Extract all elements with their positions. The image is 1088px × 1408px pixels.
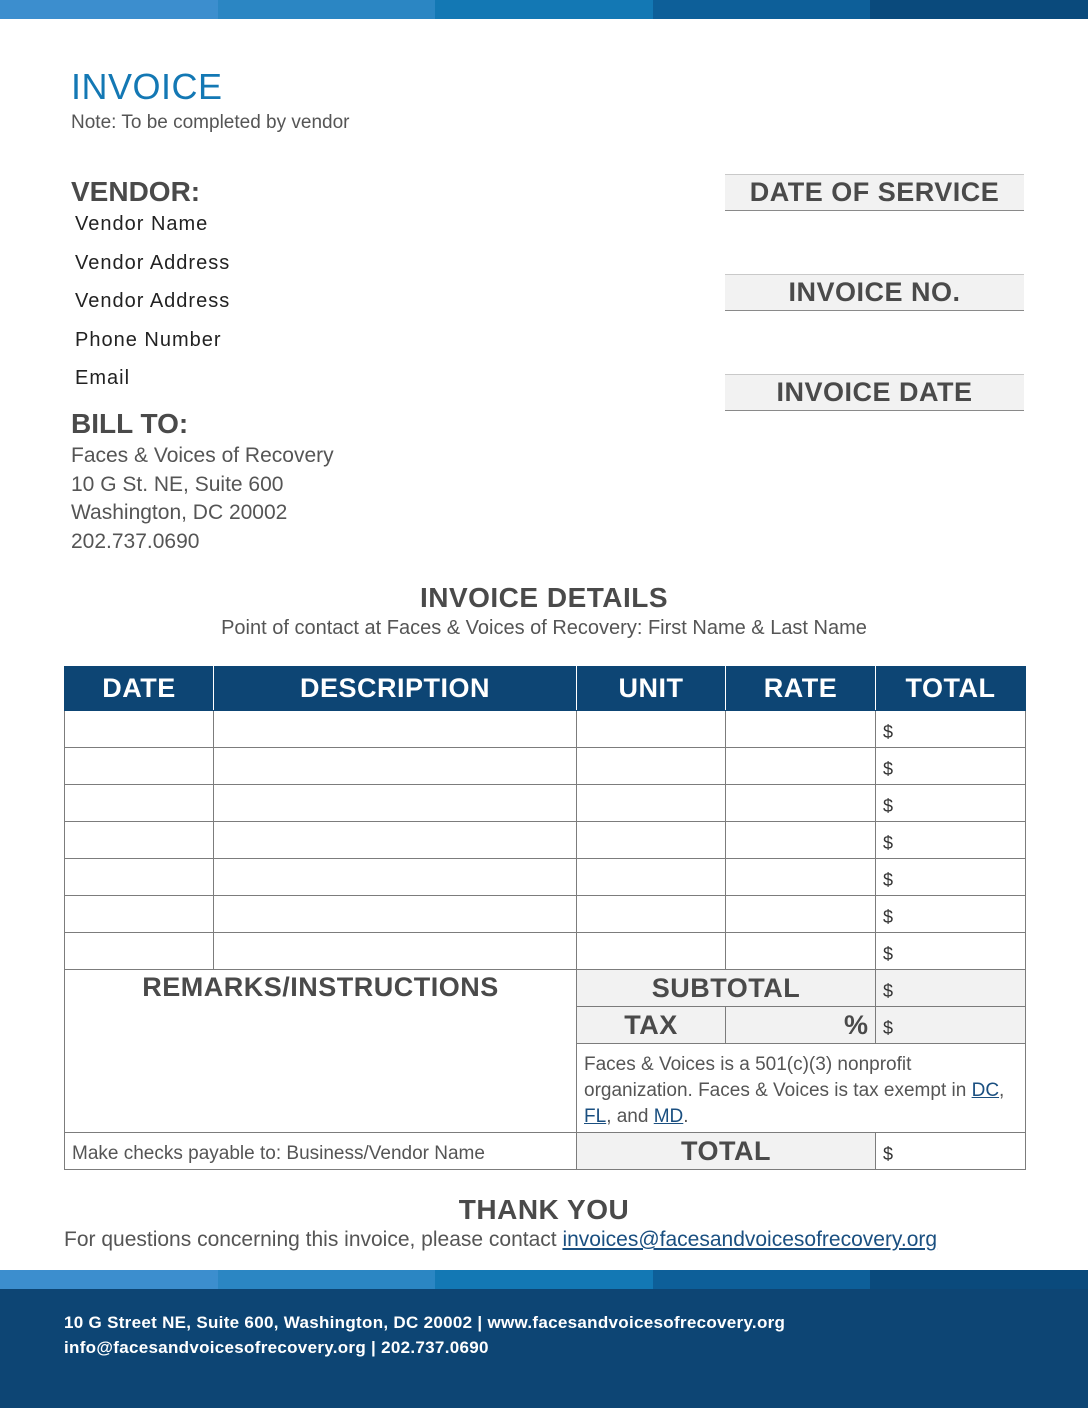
column-header-unit: UNIT bbox=[577, 667, 726, 711]
date-cell[interactable] bbox=[65, 896, 214, 933]
subtotal-value[interactable]: $ bbox=[876, 970, 1026, 1007]
bill-to-line: Faces & Voices of Recovery bbox=[71, 444, 334, 467]
vendor-note: Note: To be completed by vendor bbox=[71, 112, 350, 133]
total-value[interactable]: $ bbox=[876, 1133, 1026, 1170]
tax-note-separator: , and bbox=[606, 1106, 649, 1127]
column-header-date: DATE bbox=[65, 667, 214, 711]
rate-cell[interactable] bbox=[726, 859, 876, 896]
table-row bbox=[65, 896, 1026, 933]
table-row bbox=[65, 785, 1026, 822]
description-cell[interactable] bbox=[214, 896, 577, 933]
unit-cell[interactable] bbox=[577, 859, 726, 896]
stripe-segment bbox=[653, 0, 871, 19]
stripe-segment bbox=[870, 1270, 1088, 1289]
top-color-stripe bbox=[0, 0, 1088, 19]
bill-to-line: Washington, DC 20002 bbox=[71, 501, 288, 524]
date-cell[interactable] bbox=[65, 748, 214, 785]
total-cell[interactable]: $ bbox=[876, 859, 1026, 896]
date-cell[interactable] bbox=[65, 785, 214, 822]
unit-cell[interactable] bbox=[577, 933, 726, 970]
stripe-segment bbox=[0, 0, 218, 19]
footer bbox=[0, 1289, 1088, 1408]
vendor-phone-field[interactable]: Phone Number bbox=[75, 328, 222, 351]
tax-value[interactable]: $ bbox=[876, 1007, 1026, 1044]
table-row bbox=[65, 822, 1026, 859]
tax-exempt-note bbox=[577, 1044, 1026, 1133]
footer-address: 10 G Street NE, Suite 600, Washington, DC 20002 | www.facesandvoicesofrecovery.org bbox=[64, 1313, 786, 1332]
vendor-address-field-2[interactable]: Vendor Address bbox=[75, 290, 231, 312]
dc-link[interactable]: DC bbox=[971, 1080, 1000, 1101]
column-header-description: DESCRIPTION bbox=[214, 667, 577, 711]
remarks-instructions[interactable]: REMARKS/INSTRUCTIONS bbox=[65, 970, 577, 1133]
description-cell[interactable] bbox=[214, 785, 577, 822]
column-header-rate: RATE bbox=[726, 667, 876, 711]
bottom-color-stripe bbox=[0, 1270, 1088, 1289]
rate-cell[interactable] bbox=[726, 711, 876, 748]
bill-to-line: 202.737.0690 bbox=[71, 529, 200, 553]
stripe-segment bbox=[218, 0, 436, 19]
vendor-heading: VENDOR: bbox=[71, 176, 201, 207]
subtotal-label: SUBTOTAL bbox=[577, 970, 876, 1007]
date-of-service-label: DATE OF SERVICE bbox=[725, 174, 1024, 211]
table-row bbox=[65, 859, 1026, 896]
total-label: TOTAL bbox=[577, 1133, 876, 1170]
checks-payable-note: Make checks payable to: Business/Vendor Name bbox=[65, 1133, 577, 1170]
table-row bbox=[65, 711, 1026, 748]
description-cell[interactable] bbox=[214, 859, 577, 896]
rate-cell[interactable] bbox=[726, 896, 876, 933]
description-cell[interactable] bbox=[214, 711, 577, 748]
unit-cell[interactable] bbox=[577, 896, 726, 933]
footer-contact: info@facesandvoicesofrecovery.org | 202.737.0690 bbox=[64, 1338, 489, 1357]
total-cell[interactable]: $ bbox=[876, 933, 1026, 970]
contact-email-link[interactable]: invoices@facesandvoicesofrecovery.org bbox=[562, 1228, 938, 1251]
tax-note-text: Faces & Voices is a 501(c)(3) nonprofit organization. Faces & Voices is tax exempt in bbox=[584, 1054, 967, 1101]
table-header-row bbox=[65, 667, 1026, 711]
rate-cell[interactable] bbox=[726, 933, 876, 970]
date-cell[interactable] bbox=[65, 933, 214, 970]
md-link[interactable]: MD bbox=[653, 1106, 684, 1127]
vendor-details bbox=[75, 211, 230, 404]
table-row bbox=[65, 748, 1026, 785]
invoice-title: INVOICE bbox=[71, 66, 223, 107]
stripe-segment bbox=[218, 1270, 436, 1289]
date-cell[interactable] bbox=[65, 711, 214, 748]
rate-cell[interactable] bbox=[726, 785, 876, 822]
stripe-segment bbox=[870, 0, 1088, 19]
vendor-name-field[interactable]: Vendor Name bbox=[75, 213, 209, 235]
unit-cell[interactable] bbox=[577, 711, 726, 748]
total-cell[interactable]: $ bbox=[876, 896, 1026, 933]
tax-label: TAX bbox=[577, 1007, 726, 1044]
column-header-total: TOTAL bbox=[876, 667, 1026, 711]
total-cell[interactable]: $ bbox=[876, 785, 1026, 822]
invoice-table bbox=[64, 666, 1026, 1170]
description-cell[interactable] bbox=[214, 933, 577, 970]
stripe-segment bbox=[653, 1270, 871, 1289]
tax-percent[interactable]: % bbox=[726, 1007, 876, 1044]
tax-note-end: . bbox=[683, 1106, 689, 1127]
bill-to-line: 10 G St. NE, Suite 600 bbox=[71, 472, 284, 496]
thank-you-heading: THANK YOU bbox=[458, 1194, 630, 1225]
stripe-segment bbox=[435, 1270, 653, 1289]
invoice-date-label: INVOICE DATE bbox=[725, 374, 1024, 411]
stripe-segment bbox=[0, 1270, 218, 1289]
fl-link[interactable]: FL bbox=[584, 1106, 607, 1127]
unit-cell[interactable] bbox=[577, 822, 726, 859]
date-cell[interactable] bbox=[65, 822, 214, 859]
contact-text: For questions concerning this invoice, please contact bbox=[64, 1228, 557, 1251]
bill-to-heading: BILL TO: bbox=[71, 408, 189, 439]
invoice-details-heading: INVOICE DETAILS bbox=[419, 582, 669, 613]
description-cell[interactable] bbox=[214, 822, 577, 859]
subtotal-row bbox=[65, 970, 1026, 1007]
bill-to-address bbox=[71, 442, 334, 556]
rate-cell[interactable] bbox=[726, 822, 876, 859]
total-cell[interactable]: $ bbox=[876, 822, 1026, 859]
contact-line bbox=[64, 1228, 937, 1252]
unit-cell[interactable] bbox=[577, 748, 726, 785]
table-row bbox=[65, 933, 1026, 970]
total-cell[interactable]: $ bbox=[876, 711, 1026, 748]
vendor-address-field[interactable]: Vendor Address bbox=[75, 251, 231, 274]
date-cell[interactable] bbox=[65, 859, 214, 896]
total-cell[interactable]: $ bbox=[876, 748, 1026, 785]
stripe-segment bbox=[435, 0, 653, 19]
rate-cell[interactable] bbox=[726, 748, 876, 785]
point-of-contact: Point of contact at Faces & Voices of Recovery: First Name & Last Name bbox=[221, 617, 867, 639]
invoice-no-label: INVOICE NO. bbox=[725, 274, 1024, 311]
unit-cell[interactable] bbox=[577, 785, 726, 822]
vendor-email-field[interactable]: Email bbox=[75, 367, 131, 389]
description-cell[interactable] bbox=[214, 748, 577, 785]
total-row bbox=[65, 1133, 1026, 1170]
tax-note-separator: , bbox=[999, 1080, 1005, 1101]
